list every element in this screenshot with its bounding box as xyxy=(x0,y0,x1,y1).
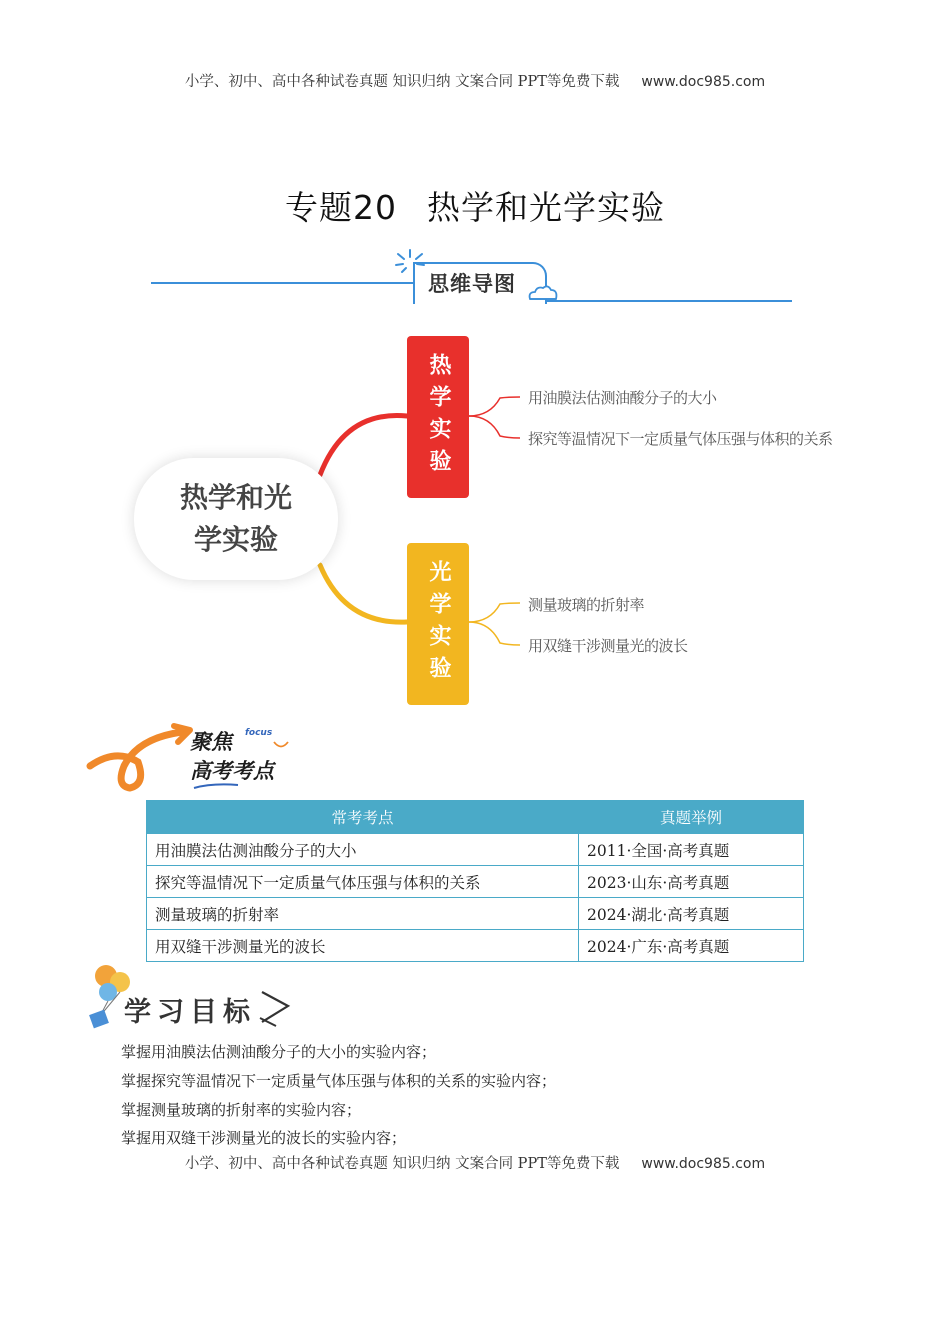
branch-optics-label: 光学实验 xyxy=(426,560,451,688)
header-site[interactable]: www.doc985.com xyxy=(641,74,766,90)
table-cell: 2024·湖北·高考真题 xyxy=(579,898,804,930)
table-cell: 探究等温情况下一定质量气体压强与体积的关系 xyxy=(147,866,579,898)
underline-stroke xyxy=(192,781,242,791)
footer-site[interactable]: www.doc985.com xyxy=(641,1156,766,1172)
branch-optics xyxy=(407,543,469,705)
table-cell: 测量玻璃的折射率 xyxy=(147,898,579,930)
smile-icon xyxy=(271,736,291,752)
goals-title: 学习目标 xyxy=(124,997,256,1028)
footer-text: 小学、初中、高中各种试卷真题 知识归纳 文案合同 PPT等免费下载 xyxy=(184,1156,620,1172)
leaf-thermal-1: 用油膜法估测油酸分子的大小 xyxy=(528,389,717,407)
mindmap-center-node xyxy=(134,458,338,580)
goal-item: 掌握测量玻璃的折射率的实验内容； xyxy=(121,1101,362,1119)
page-footer xyxy=(0,1152,950,1173)
title-part2: 热学和光学实验 xyxy=(427,188,665,227)
table-header-row xyxy=(147,801,804,834)
goal-item: 掌握用双缝干涉测量光的波长的实验内容； xyxy=(121,1129,407,1147)
table-cell: 2023·山东·高考真题 xyxy=(579,866,804,898)
focus-word: focus xyxy=(245,728,273,738)
header-text: 小学、初中、高中各种试卷真题 知识归纳 文案合同 PPT等免费下载 xyxy=(184,74,620,90)
leaf-optics-1: 测量玻璃的折射率 xyxy=(528,596,645,614)
table-cell: 用油膜法估测油酸分子的大小 xyxy=(147,834,579,866)
orange-swirl-icon xyxy=(86,722,196,794)
table-header-cell: 常考考点 xyxy=(147,801,579,834)
branch-thermal xyxy=(407,336,469,498)
table-row xyxy=(147,898,804,930)
focus-line2: 高考考点 xyxy=(190,759,274,783)
title-part1: 专题20 xyxy=(285,188,397,227)
table-header-cell: 真题举例 xyxy=(579,801,804,834)
table-row xyxy=(147,866,804,898)
table-cell: 用双缝干涉测量光的波长 xyxy=(147,930,579,962)
table-cell: 2011·全国·高考真题 xyxy=(579,834,804,866)
chevron-right-icon xyxy=(258,988,292,1028)
mindmap-center-label: 热学和光学实验 xyxy=(179,481,292,556)
goal-item: 掌握探究等温情况下一定质量气体压强与体积的关系的实验内容； xyxy=(121,1072,557,1090)
exam-points-table xyxy=(146,800,804,962)
focus-line1: 聚焦 xyxy=(190,730,232,754)
table-cell: 2024·广东·高考真题 xyxy=(579,930,804,962)
branch-thermal-label: 热学实验 xyxy=(426,353,451,481)
section-banner-title: 思维导图 xyxy=(428,272,516,296)
leaf-optics-2: 用双缝干涉测量光的波长 xyxy=(528,637,688,655)
leaf-thermal-2: 探究等温情况下一定质量气体压强与体积的关系 xyxy=(528,430,833,448)
table-row xyxy=(147,930,804,962)
goal-item: 掌握用油膜法估测油酸分子的大小的实验内容； xyxy=(121,1043,437,1061)
table-row xyxy=(147,834,804,866)
